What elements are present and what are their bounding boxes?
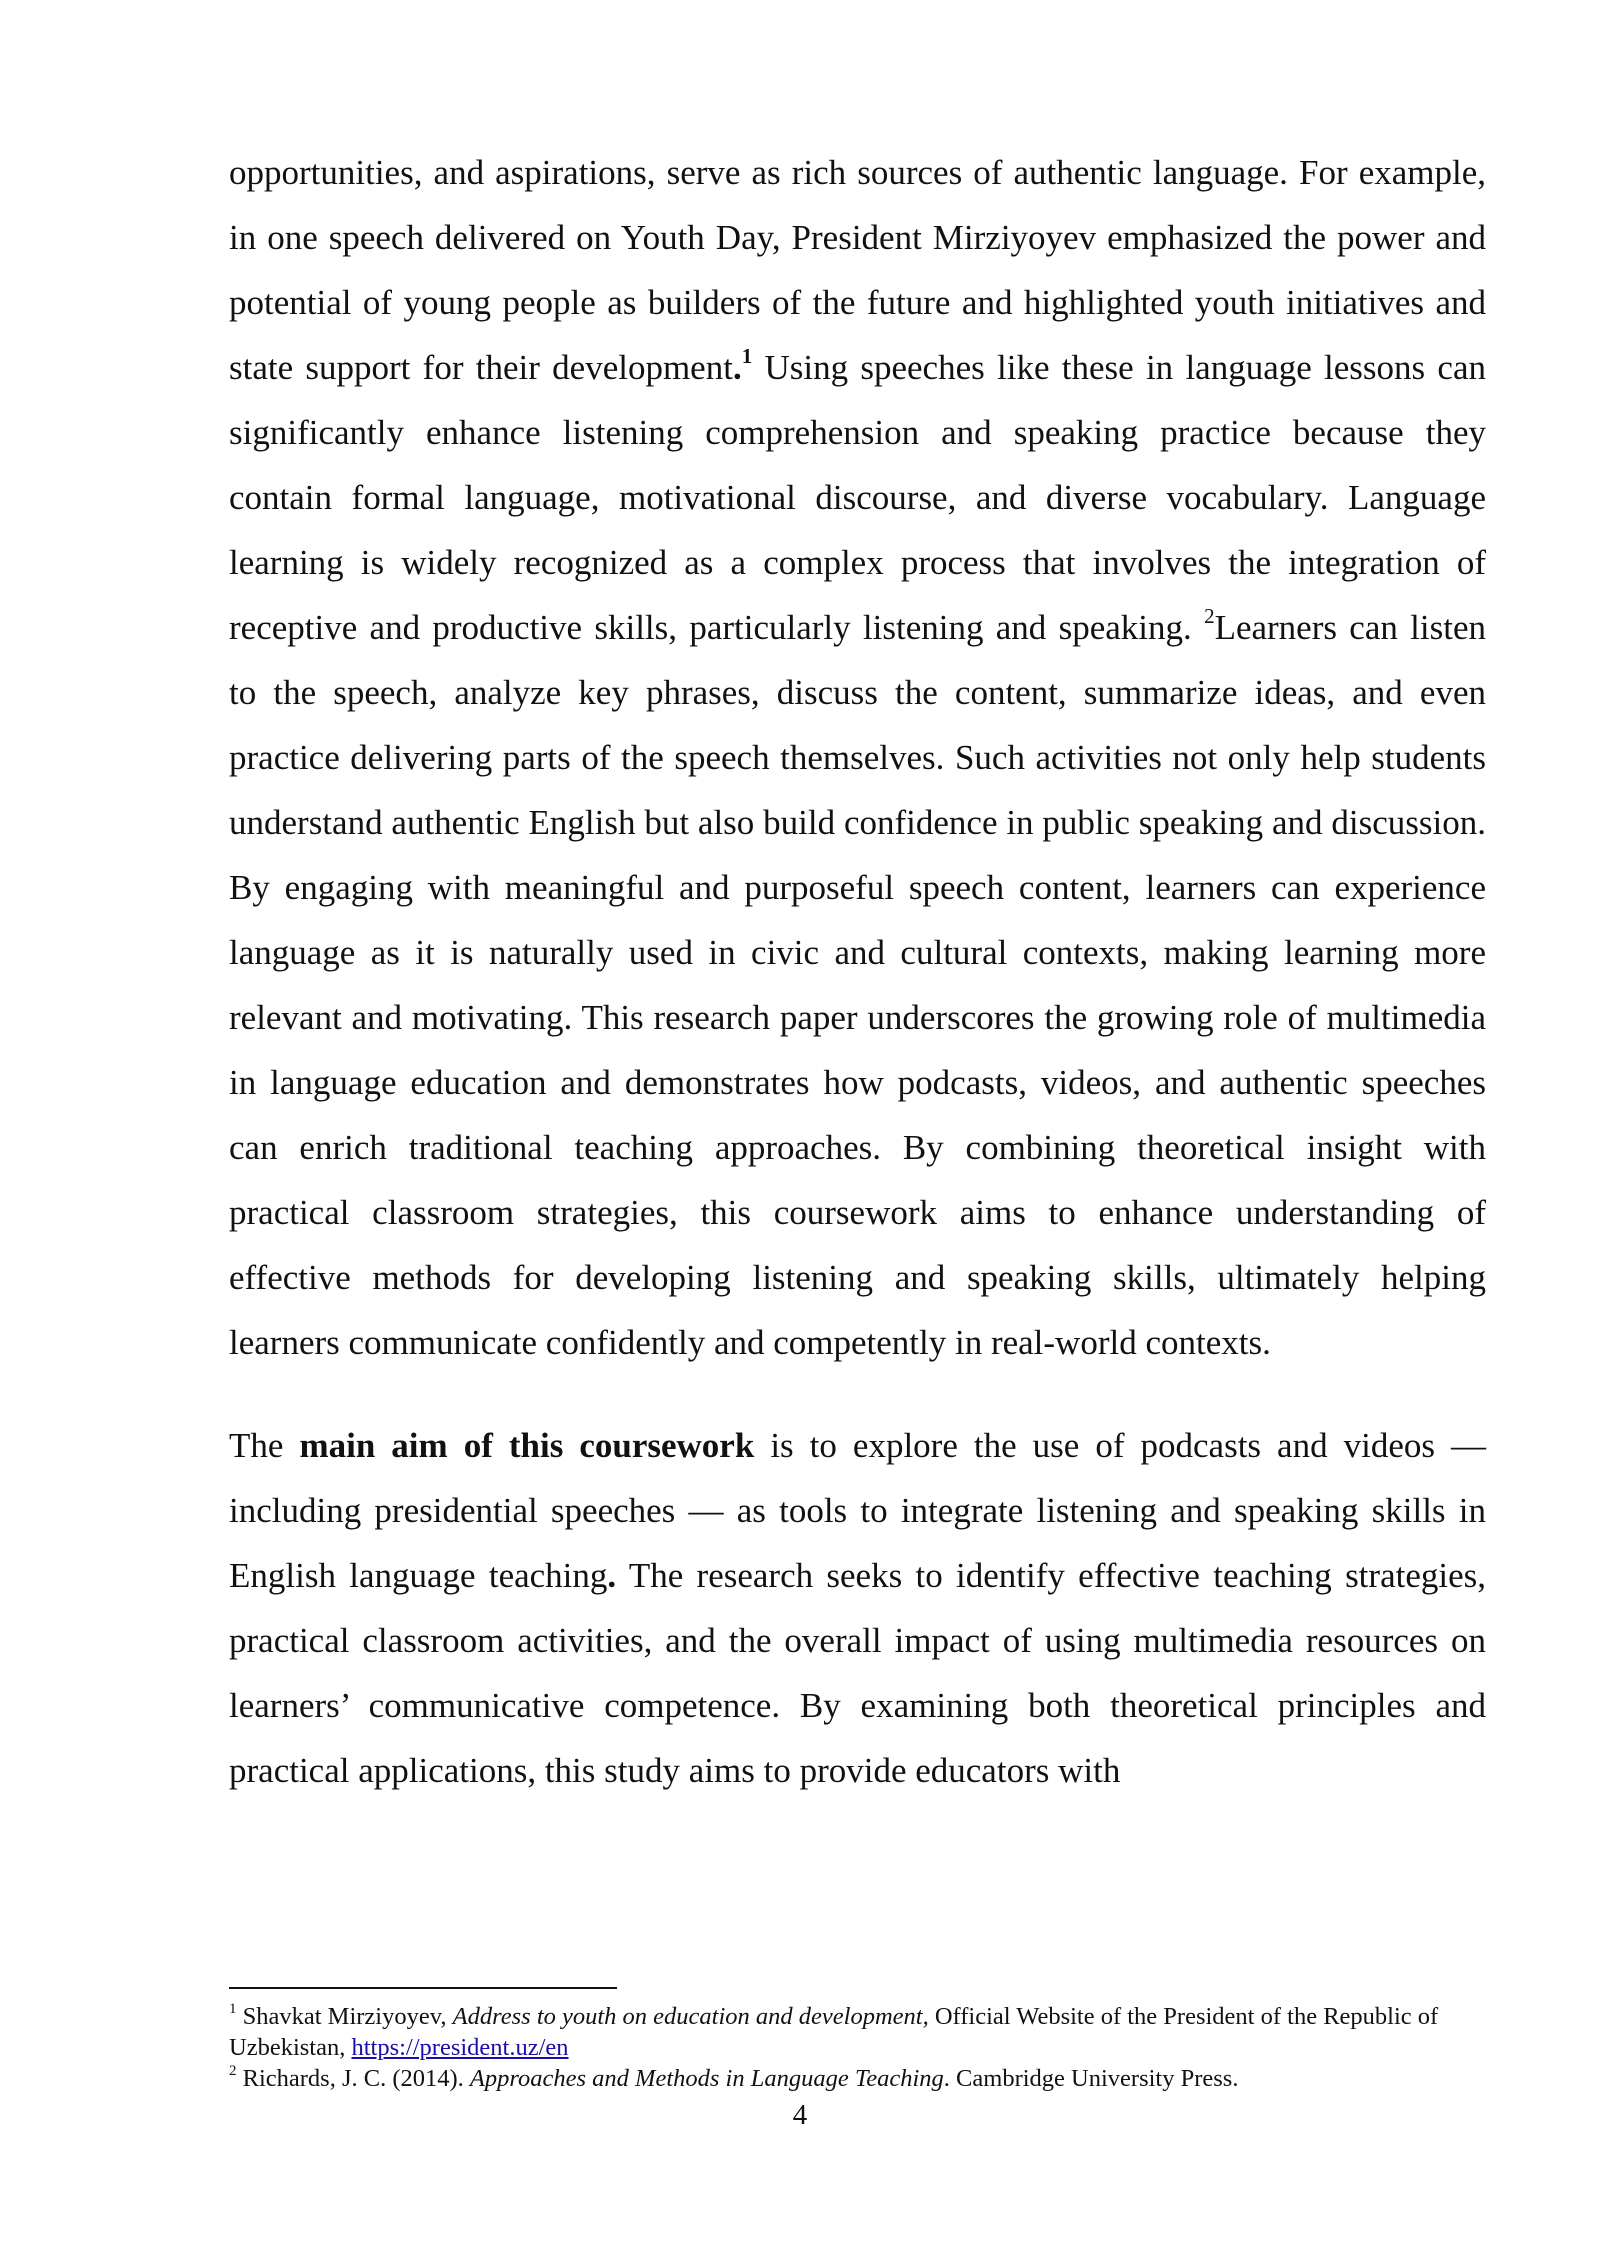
paragraph-2 [229,1413,1486,1803]
footnotes [229,2001,1486,2094]
footnote-1-author: Shavkat Mirziyoyev, [236,2003,453,2030]
footnote-1 [229,2001,1486,2063]
footnote-1-number: 1 [229,2000,237,2017]
footnote-2 [229,2063,1486,2094]
footnote-1-source: Official Website of the President of the Republic of Uzbekistan, [229,2003,1439,2061]
paragraph-1-text-end: Learners can listen to the speech, analyze key phrases, discuss the content, summarize ideas, and even practice delivering parts of the speech themselves. Such activities not only help students understand authentic English but also build confidence in public speaking and discussion. By engaging with meaningful and purposeful speech content, learners can experience language as it is naturally used in civic and cultural contexts, making learning more relevant and motivating. This research paper underscores the growing role of multimedia in language education and demonstrates how podcasts, videos, and authentic speeches can enrich traditional teaching approaches. By combining theoretical insight with practical classroom strategies, this coursework aims to enhance understanding of effective methods for developing listening and speaking skills, ultimately helping learners communicate confidently and competently in real-world contexts. [229,608,1486,1362]
page-number: 4 [792,2099,808,2131]
paragraph-1-period: . [732,348,742,387]
footnote-2-author: Richards, J. C. (2014). [236,2065,470,2092]
footnote-1-link[interactable]: https://president.uz/en [351,2034,569,2061]
paragraph-1-text-cont: Using speeches like these in language lessons can significantly enhance listening comprehension and speaking practice because they contain formal language, motivational discourse, and diverse vocabulary. Language learning is widely recognized as a complex process that involves the integration of receptive and productive skills, particularly listening and speaking. [229,348,1486,647]
footnote-2-number: 2 [229,2062,237,2079]
paragraph-2-emphasis: main aim of this coursework [299,1426,755,1465]
paragraph-2-intro: The [229,1426,300,1465]
paragraph-1 [229,140,1486,1375]
paragraph-1-text: opportunities, and aspirations, serve as rich sources of authentic language. For example, in one speech delivered on Youth Day, President Mirziyoyev emphasized the power and potential of young people as builders of the future and highlighted youth initiatives and state support for their development [229,153,1486,387]
footnote-2-source: . Cambridge University Press. [943,2065,1239,2092]
body-text [229,140,1486,1803]
footnote-2-title: Approaches and Methods in Language Teaching [469,2065,944,2092]
paragraph-2-text-cont: The research seeks to identify effective teaching strategies, practical classroom activities, and the overall impact of using multimedia resources on learners’ communicative competence. By examining both theoretical principles and practical applications, this study aims to provide educators with [229,1556,1486,1790]
paragraph-2-text: is to explore the use of podcasts and videos — including presidential speeches — as tools to integrate listening and speaking skills in English language teaching [229,1426,1486,1595]
footnote-ref-2: 2 [1204,604,1215,629]
footnote-ref-1: 1 [741,344,753,369]
footnote-1-title: Address to youth on education and development, [452,2003,929,2030]
paragraph-2-period: . [607,1556,617,1595]
footnote-separator [229,1987,617,1989]
